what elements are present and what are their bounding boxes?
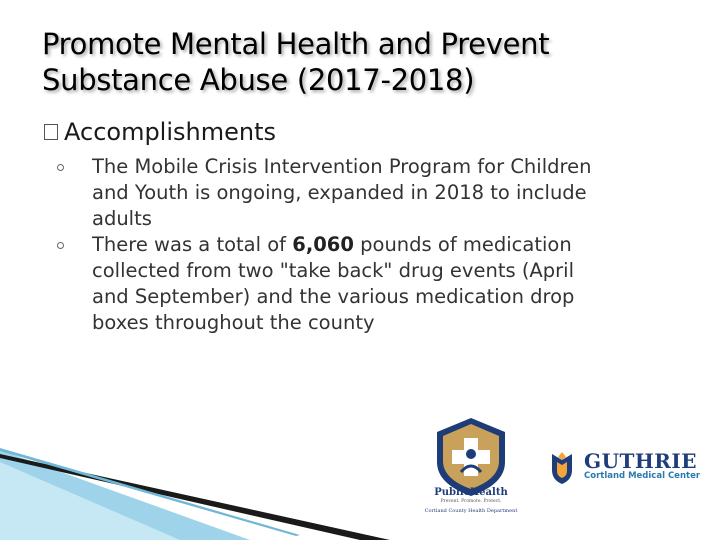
accomplishments-list (52, 154, 682, 336)
list-item (52, 154, 682, 232)
list-item-line: collected from two "take back" drug events (April (92, 259, 574, 282)
public-health-tagline: Prevent. Promote. Protect. (440, 499, 502, 504)
person-icon (466, 449, 476, 459)
list-item-line: and September) and the various medication drop (92, 285, 575, 308)
title-line-1: Promote Mental Health and Prevent (42, 27, 550, 61)
slide-title (42, 26, 682, 98)
list-item-line: and Youth is ongoing, expanded in 2018 to include (92, 181, 587, 204)
section-heading-label: Accomplishments (64, 118, 277, 146)
decorative-swoosh (0, 440, 390, 540)
list-item (52, 232, 682, 336)
list-item-line (92, 232, 682, 258)
pounds-value: 6,060 (292, 233, 354, 256)
list-item-line: The Mobile Crisis Intervention Program for Children (92, 155, 592, 178)
ring-bullet-icon (57, 242, 64, 249)
text-post: pounds of medication (353, 233, 572, 256)
title-line-2: Substance Abuse (2017-2018) (42, 63, 475, 97)
public-health-name: PublicHealth (434, 487, 508, 498)
guthrie-name: GUTHRIE (584, 449, 698, 473)
list-item-line: adults (92, 207, 152, 230)
guthrie-subtitle: Cortland Medical Center (584, 471, 701, 481)
list-item-line: boxes throughout the county (92, 311, 375, 334)
text-pre: There was a total of (92, 233, 293, 256)
square-bullet-icon (44, 124, 58, 140)
ring-bullet-icon (57, 164, 64, 171)
section-heading (44, 118, 276, 146)
public-health-department: Cortland County Health Department (424, 508, 518, 514)
